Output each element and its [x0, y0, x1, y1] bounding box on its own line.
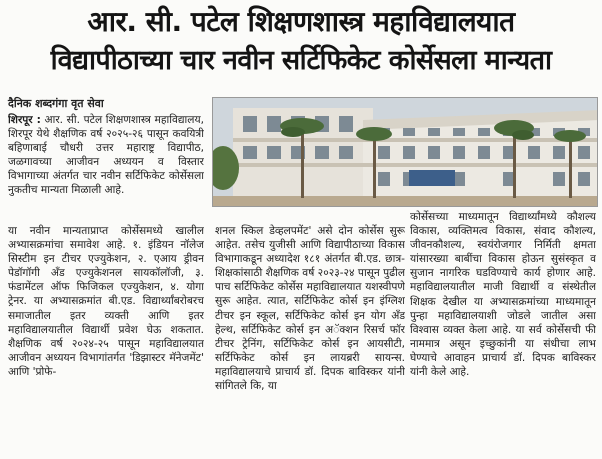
article-lead-paragraph — [8, 113, 204, 223]
floor-band — [233, 163, 598, 167]
article-column-2: शनल स्किल डेव्हलपमेंट' असे दोन कोर्सेस सुरू आहेत. तसेच युजीसी आणि विद्यापीठाच्या विकास विभागाकडून अध्यादेश १८१ अंतर्गत बी.एड. छात्र-शिक्षकांसाठी शैक्षणिक वर्ष २०२३-२४ पासून पुढील पाच सर्टिफिकेट कोर्सेस महाविद्यालयात यशस्वीपणे सुरू आहेत. त्यात, सर्टिफिकेट कोर्स इन इंग्लिश टीचर इन स्कूल, सर्टिफिकेट कोर्स इन योग अँड हेल्थ, सर्टिफिकेट कोर्स इन अॅक्शन रिसर्च फॉर टीचर ट्रेनिंग, सर्टिफिकेट कोर्स इन आयसीटी, सर्टिफिकेट कोर्स इन लायब्ररी सायन्स. महाविद्यालयाचे प्राचार्य डॉ. दिपक बाविस्कर यांनी सांगितले कि, या — [215, 225, 405, 393]
byline: दैनिक शब्दगंगा वृत सेवा — [8, 97, 104, 110]
college-building-photo — [212, 97, 598, 207]
article-column-1: या नवीन मान्यताप्राप्त कोर्सेसमध्ये खालील अभ्यासक्रमांचा समावेश आहे. १. इंडियन नॉलेज सिस्टीम इन टीचर एज्युकेशन, २. एआय ड्रीवन पेडॉगॉगी अँड एज्युकेशनल सायकॉलॉजी, ३. फंडामेंटल ऑफ फिजिकल एज्युकेशन, ४. योगा ट्रेनर. या अभ्यासक्रमांत बी.एड. विद्यार्थ्यांबरोबरच समाजातील इतर व्यक्ती आणि इतर महाविद्यालयातील विद्यार्थी प्रवेश घेऊ शकतात. शैक्षणिक वर्ष २०२४-२५ पासून महाविद्यालयात आजीवन अध्ययन विभागांतर्गत 'डिझास्टर मॅनेजमेंट' आणि 'प्रोफे- — [8, 225, 204, 378]
article-column-3: कोर्सेसच्या माध्यमातून विद्यार्थ्यांमध्ये कौशल्य विकास, व्यक्तिमत्व विकास, संवाद कौशल्य, जीवनकौशल्य, स्वयंरोजगार निर्मिती क्षमता यांसारख्या बाबींचा विकास होऊन सुसंस्कृत व सुजान नागरिक घडविण्याचे कार्य होणार आहे. महाविद्यालयातील माजी विद्यार्थी व संस्थेतील शिक्षक देखील या अभ्यासक्रमांच्या माध्यमातून पुन्हा महाविद्यालयाशी जोडले जातील असा विश्वास व्यक्त केला आहे. या सर्व कोर्सेसची फी नाममात्र असून इच्छुकांनी या संधीचा लाभ घेण्याचे आवाहन प्राचार्य डॉ. दिपक बाविस्कर यांनी केले आहे. — [410, 211, 596, 379]
headline-line-1: आर. सी. पटेल शिक्षणशास्त्र महाविद्यालयात — [87, 5, 515, 38]
dateline: शिरपूर : — [8, 114, 41, 126]
headline-line-2: विद्यापीठाच्या चार नवीन सर्टिफिकेट कोर्सेसला मान्यता — [50, 45, 552, 76]
lead-text: आर. सी. पटेल शिक्षणशास्त्र महाविद्यालय, शिरपूर येथे शैक्षणिक वर्ष २०२५-२६ पासून कवयित्री बहिणाबाई चौधरी उत्तर महाराष्ट्र विद्यापीठ, जळगावच्या आजीवन अध्ययन व विस्तार विभागाच्या अंतर्गत चार नवीन सर्टिफिकेट कोर्सेसला नुकतीच मान्यता मिळाली आहे. — [8, 114, 204, 197]
photo-ground — [213, 196, 598, 207]
floor-band — [233, 138, 598, 142]
signboard — [409, 170, 455, 186]
photo-illustration — [213, 98, 598, 207]
